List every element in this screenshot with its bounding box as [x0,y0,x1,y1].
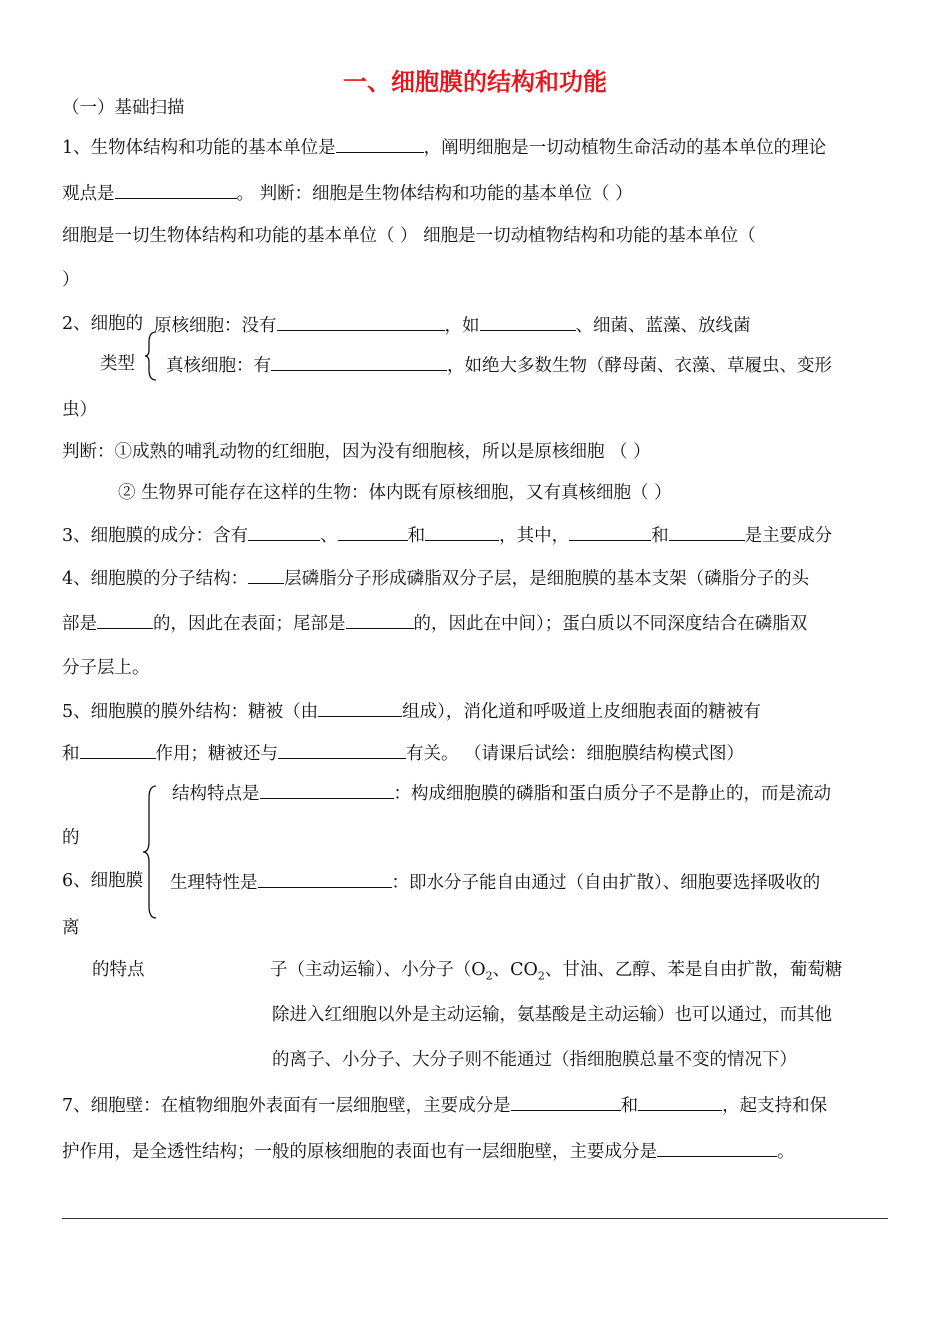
q3-text-b: 、 [320,526,338,546]
q2-blank-3[interactable] [271,352,447,371]
q4-line1 [62,565,809,591]
q3-text-d: ，其中， [499,526,570,546]
q1-blank-1[interactable] [336,134,424,153]
q6-tedian: 的特点 [92,960,145,980]
q6-structure-text: ：构成细胞膜的磷脂和蛋白质分子不是静止的，而是流动 [393,784,831,804]
q5-line1 [62,698,761,724]
q1-line3: 细胞是一切生物体结构和功能的基本单位（ ） 细胞是一切动植物结构和功能的基本单位（ [62,226,756,246]
q6-structure-label: 结构特点是 [172,784,260,804]
q7-blank-1[interactable] [511,1092,621,1111]
q2-pro-text-b: ，如 [444,316,480,336]
q4-text-d: 的，因此在表面；尾部是 [153,614,346,634]
q7-line1 [62,1092,827,1118]
q5-line2 [62,740,744,766]
q6-blank-1[interactable] [260,780,394,799]
q7-blank-3[interactable] [657,1138,777,1157]
q2-type-label: 类型 [100,354,135,374]
q5-blank-1[interactable] [318,698,402,717]
q6-num: 6、细胞膜 [62,871,144,891]
q1-text-d: 。 判断：细胞是生物体结构和功能的基本单位（ ） [236,184,633,204]
bottom-divider [62,1218,888,1219]
page-title: 一、细胞膜的结构和功能 [343,68,607,96]
q4-text-e: 的，因此在中间）；蛋白质以不同深度结合在磷脂双 [413,614,808,634]
q3-blank-3[interactable] [425,522,499,541]
q6-line-li: 离 [62,918,80,938]
q5-text-e: 有关。 （请课后试绘：细胞膜结构模式图） [406,744,745,764]
q6-sub-1: 2 [485,969,493,983]
q5-text-b: 组成），消化道和呼吸道上皮细胞表面的糖被有 [402,702,761,722]
q2-brace-icon [144,330,158,382]
q4-text-c: 部是 [62,614,97,634]
q6-blank-2[interactable] [258,869,392,888]
q1-text-b: ，阐明细胞是一切动植物生命活动的基本单位的理论 [423,138,827,158]
q3-text-c: 和 [407,526,426,546]
q4-blank-1[interactable] [248,565,284,584]
q1-line4: ） [62,270,80,290]
q2-euk-label: 真核细胞：有 [166,356,271,376]
q1-line1 [62,134,826,160]
q4-blank-2[interactable] [97,610,153,629]
q5-blank-2[interactable] [80,740,156,759]
q7-text-e: 。 [777,1142,795,1162]
q2-blank-1[interactable] [277,312,445,331]
q6-line-de: 的 [62,828,80,848]
q2-pro-label: 原核细胞：没有 [154,316,277,336]
q5-text-c: 和 [62,744,80,764]
q3-text-f: 是主要成分 [744,526,833,546]
q6-detail-1 [270,958,842,989]
q6-detail-1b: 、CO [492,960,538,980]
q6-detail-2: 除进入红细胞以外是主动运输，氨基酸是主动运输）也可以通过，而其他 [272,1005,832,1025]
q2-judge-1: 判断：①成熟的哺乳动物的红细胞，因为没有细胞核，所以是原核细胞 （ ） [62,442,651,462]
q7-text-a: 7、细胞壁：在植物细胞外表面有一层细胞壁，主要成分是 [62,1096,511,1116]
q7-blank-2[interactable] [638,1092,722,1111]
q4-blank-3[interactable] [346,610,414,629]
q7-text-d: 护作用，是全透性结构；一般的原核细胞的表面也有一层细胞壁，主要成分是 [62,1142,657,1162]
q6-structure [172,780,831,806]
q2-num: 2、细胞的 [62,314,144,334]
section-heading: （一）基础扫描 [62,98,185,118]
q3-blank-2[interactable] [338,522,408,541]
q3-text-a: 3、细胞膜的成分：含有 [62,526,249,546]
q2-line3: 虫） [62,400,97,420]
q7-text-b: 和 [620,1096,639,1116]
q3-blank-1[interactable] [248,522,320,541]
q6-brace-icon [142,784,158,920]
q3-blank-4[interactable] [569,522,651,541]
q2-judge-2: ② 生物界可能存在这样的生物：体内既有原核细胞，又有真核细胞（ ） [118,483,672,503]
q1-text-a: 1、生物体结构和功能的基本单位是 [62,138,336,158]
q4-line3: 分子层上。 [62,658,150,678]
q7-line2 [62,1138,795,1164]
q6-physiology-text: ：即水分子能自由通过（自由扩散）、细胞要选择吸收的 [391,873,821,893]
q4-text-a: 4、细胞膜的分子结构： [62,569,249,589]
q6-detail-1c: 、甘油、乙醇、苯是自由扩散，葡萄糖 [544,960,843,980]
q7-text-c: ，起支持和保 [722,1096,828,1116]
q5-text-a: 5、细胞膜的膜外结构：糖被（由 [62,702,319,722]
q2-line1 [62,312,143,336]
q6-detail-1a: 子（主动运输）、小分子（O [270,960,486,980]
q2-pro-text-c: 、细菌、蓝藻、放线菌 [575,316,751,336]
q5-text-d: 作用；糖被还与 [155,744,278,764]
q6-sub-2: 2 [537,969,545,983]
q1-text-c: 观点是 [62,184,115,204]
q3-text-e: 和 [651,526,669,546]
q2-euk-text-b: ，如绝大多数生物（酵母菌、衣藻、草履虫、变形 [447,356,832,376]
q1-line2 [62,180,633,206]
q5-blank-3[interactable] [278,740,406,759]
q4-text-b: 层磷脂分子形成磷脂双分子层，是细胞膜的基本支架（磷脂分子的头 [284,569,810,589]
q4-line2 [62,610,807,636]
q6-detail-3: 的离子、小分子、大分子则不能通过（指细胞膜总量不变的情况下） [272,1050,797,1070]
q2-eukaryote [166,352,832,378]
q2-blank-2[interactable] [480,312,576,331]
q3-line [62,522,832,548]
q6-physiology-label: 生理特性是 [170,873,258,893]
q6-physiology [170,869,820,895]
q1-blank-2[interactable] [115,180,237,199]
q3-blank-5[interactable] [669,522,745,541]
q2-prokaryote [154,312,751,338]
